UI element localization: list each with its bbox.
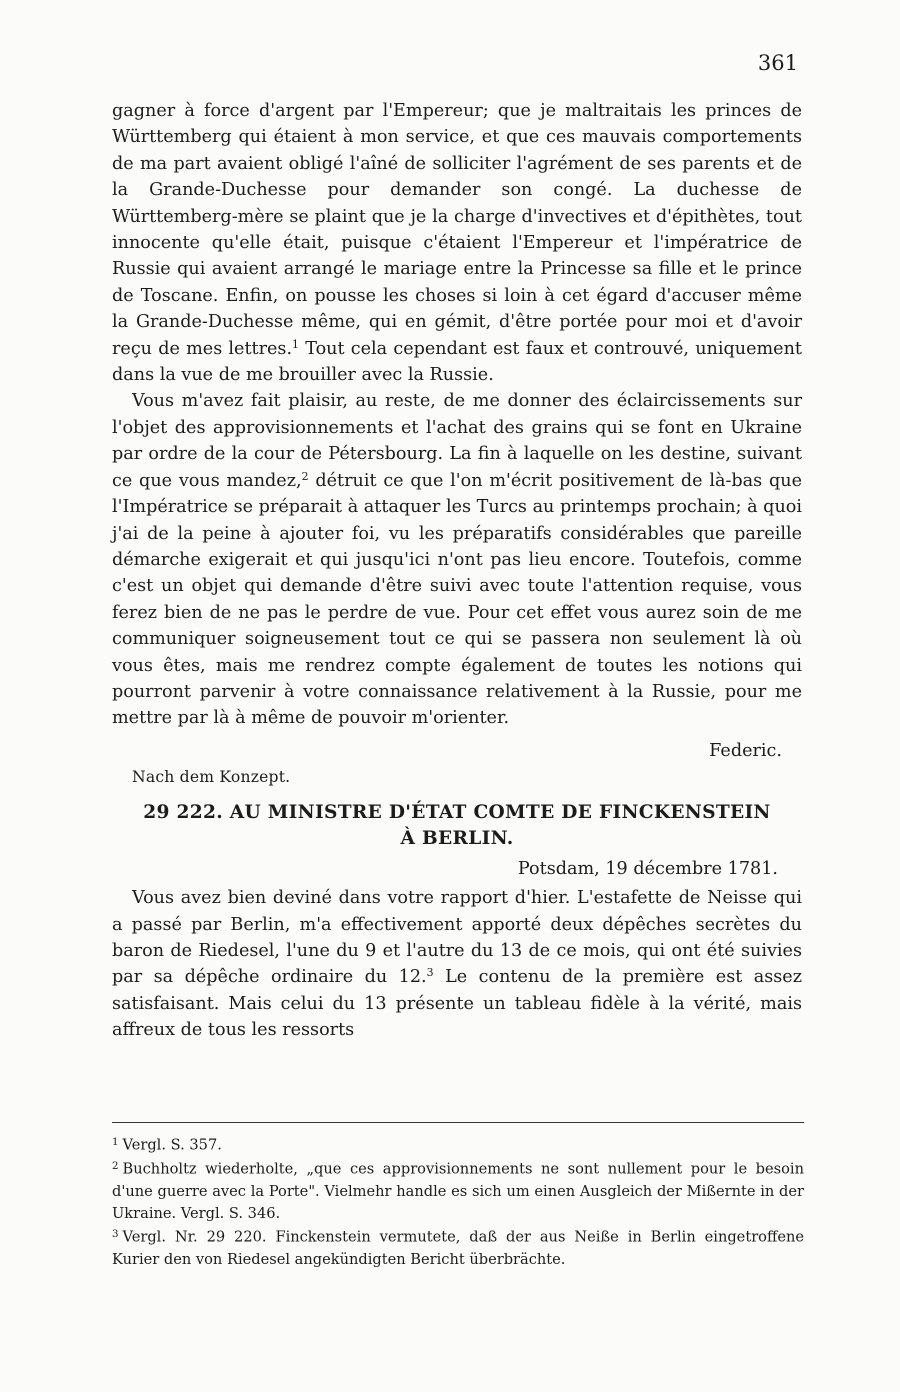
footnote-3 (112, 1224, 804, 1270)
paragraph-2-text-b: détruit ce que l'on m'écrit positivement de là-bas que l'Impératrice se préparait à attaquer les Turcs au printemps prochain; à quoi j'ai de la peine à ajouter foi, vu les préparatifs considérables que pareille démarche exigerait et qui jusqu'ici n'ont pas lieu encore. Toutefois, comme c'est un objet qui demande d'être suivi avec toute l'attention requise, vous ferez bien de ne pas le perdre de vue. Pour cet effet vous aurez soin de me communiquer soigneusement tout ce qui se passera non seulement là où vous êtes, mais me rendrez compte également de toutes les notions qui pourront parvenir à votre connaissance relativement à la Russie, pour me mettre par là à même de pouvoir m'orienter. (112, 470, 802, 729)
heading-line-1: 29 222. AU MINISTRE D'ÉTAT COMTE DE FINCKENSTEIN (143, 801, 771, 823)
paragraph-3-text-b: Le contenu de la première est assez satisfaisant. Mais celui du 13 présente un tableau fidèle à la vérité, mais affreux de tous les ressorts (112, 967, 802, 1041)
letter-closing (112, 738, 802, 800)
page-number: 361 (757, 51, 798, 75)
footnote-divider (112, 1122, 804, 1123)
footnote-mark: 1 (112, 1137, 119, 1148)
footnote-ref-2[interactable]: 2 (301, 469, 309, 483)
paragraph-2 (112, 388, 802, 731)
footnote-1 (112, 1132, 804, 1156)
footnote-ref-1[interactable]: 1 (292, 337, 299, 351)
footnote-text: Vergl. Nr. 29 220. Finckenstein vermutete, daß der aus Neiße in Berlin eingetroffene Kurier den von Riedesel angekündigten Bericht überbrächte. (112, 1228, 804, 1268)
letter-heading (112, 800, 802, 852)
signature: Federic. (709, 740, 782, 761)
heading-line-2: À BERLIN. (400, 827, 514, 849)
paragraph-2-text-a: Vous m'avez fait plaisir, au reste, de me donner des éclaircissements sur l'objet des approvisionnements et l'achat des grains qui se font en Ukraine par ordre de la cour de Pétersbourg. La fin à laquelle on les destine, suivant ce que vous mandez, (112, 391, 802, 491)
source-note: Nach dem Konzept. (132, 767, 291, 786)
paragraph-3 (112, 885, 802, 1043)
footnote-text: Vergl. S. 357. (122, 1136, 222, 1154)
letter-body (112, 98, 802, 1044)
dateline: Potsdam, 19 décembre 1781. (517, 858, 778, 879)
paragraph-3-text-a: Vous avez bien deviné dans votre rapport d'hier. L'estafette de Neisse qui a passé par Berlin, m'a effectivement apporté deux dépêches secrètes du baron de Riedesel, l'une du 9 et l'autre du 13 de ce mois, qui ont été suivies par sa dépêche ordinaire du 12. (112, 888, 802, 988)
footnote-mark: 3 (112, 1229, 119, 1241)
footnote-text: Buchholtz wiederholte, „que ces approvisionnements ne sont nullement pour le besoin d'une guerre avec la Porte". Vielmehr handle es sich um einen Ausgleich der Mißernte in der Ukraine. Vergl. S. 346. (112, 1160, 804, 1222)
footnote-list (112, 1132, 804, 1271)
paragraph-1-text-a: gagner à force d'argent par l'Empereur; que je maltraitais les princes de Württemberg qui étaient à mon service, et que ces mauvais comportements de ma part avaient obligé l'aîné de solliciter l'agrément de ses parents et de la Grande-Duchesse pour demander son congé. La duchesse de Württemberg-mère se plaint que je la charge d'invectives et d'épithètes, tout innocente qu'elle était, puisque c'étaient l'Empereur et l'impératrice de Russie qui avaient arrangé le mariage entre la Princesse sa fille et le prince de Toscane. Enfin, on pousse les choses si loin à cet égard d'accuser même la Grande-Duchesse même, qui en gémit, d'être portée pour moi et d'avoir reçu de mes lettres. (112, 101, 802, 359)
paragraph-1 (112, 98, 802, 388)
footnote-2 (112, 1156, 804, 1224)
footnote-ref-3[interactable]: 3 (426, 966, 434, 980)
paragraph-1-text-b: Tout cela cependant est faux et controuvé, uniquement dans la vue de me brouiller avec la Russie. (112, 338, 802, 386)
footnote-mark: 2 (112, 1161, 119, 1173)
